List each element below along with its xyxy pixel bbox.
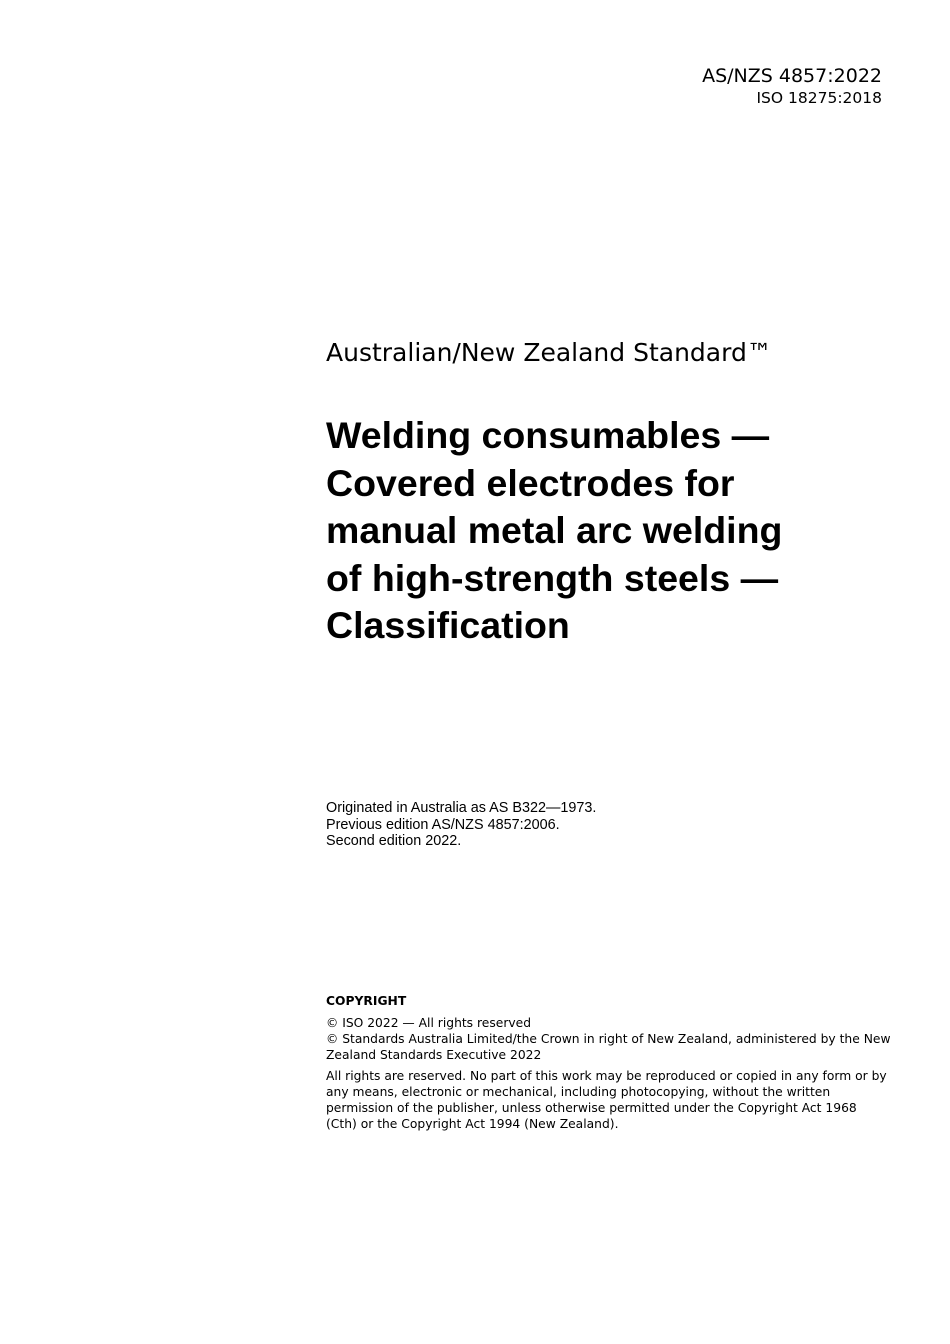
title-line: manual metal arc welding — [326, 509, 783, 551]
title-line: Covered electrodes for — [326, 461, 735, 504]
copyright-section — [326, 993, 891, 1132]
rights-statement: All rights are reserved. No part of this work may be reproduced or copied in any form or by any means, electronic or mechanical, including photocopying, without the written permission of the publisher, unless otherwise permitted under the Copyright Act 1968 (Cth) or the Copyright Act 1994 (New Zealand). — [326, 1069, 887, 1131]
iso-number: ISO 18275:2018 — [756, 89, 882, 107]
edition-history — [326, 800, 896, 850]
title-line: of high-strength steels — — [326, 556, 779, 599]
history-line: Second edition 2022. — [326, 833, 462, 849]
standards-australia-copyright-notice: © Standards Australia Limited/the Crown in right of New Zealand, administered by the New Zealand Standards Executive 2022 — [326, 1032, 891, 1062]
history-line: Previous edition AS/NZS 4857:2006. — [326, 816, 560, 833]
iso-copyright-notice: © ISO 2022 — All rights reserved — [326, 1016, 532, 1030]
document-title — [326, 412, 896, 650]
title-line: Welding consumables — — [326, 414, 770, 456]
document-identifiers — [702, 64, 882, 108]
standard-number: AS/NZS 4857:2022 — [702, 65, 882, 87]
history-line: Originated in Australia as AS B322—1973. — [326, 800, 597, 816]
copyright-heading: COPYRIGHT — [326, 994, 407, 1008]
title-line: Classification — [326, 604, 570, 646]
standard-type: Australian/New Zealand Standard™ — [326, 338, 772, 367]
